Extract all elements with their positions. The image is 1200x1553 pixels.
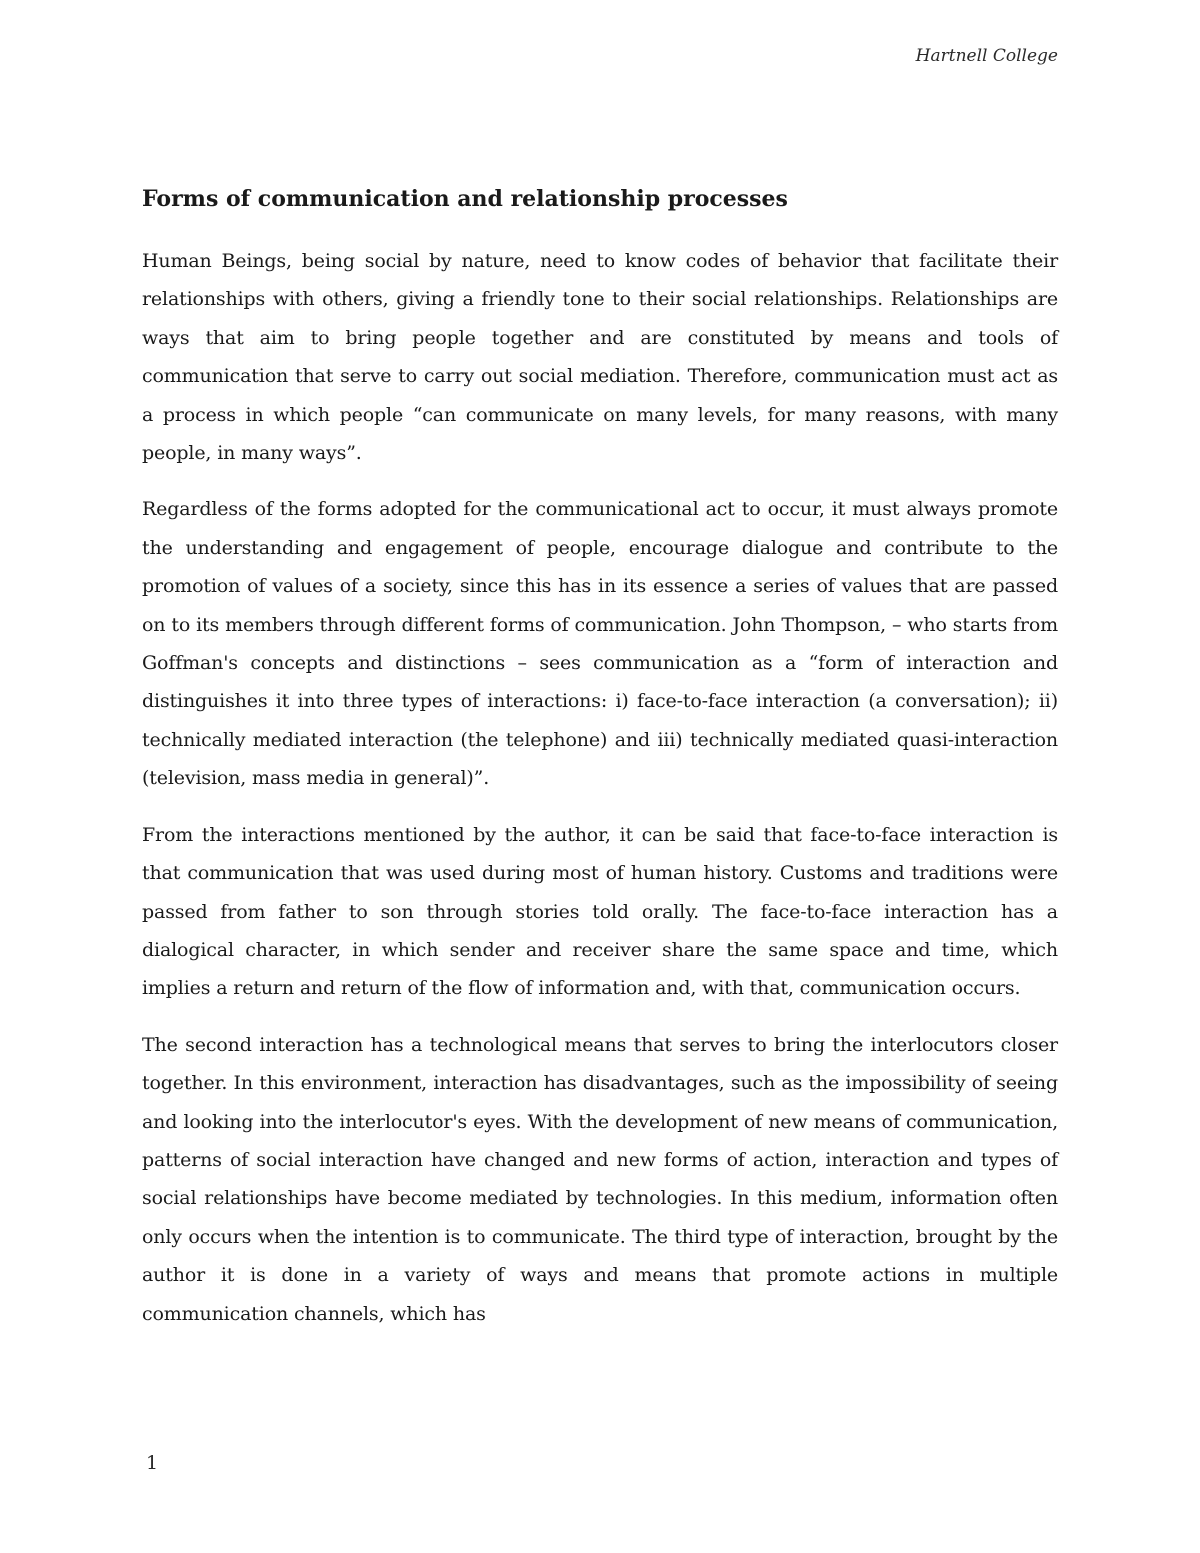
paragraph-3: From the interactions mentioned by the author, it can be said that face-to-face interaction is that communication that was used during most of human history. Customs and traditions were passed from father to son through stories told orally. The face-to-face interaction has a dialogical character, in which sender and receiver share the same space and time, which implies a return and return of the flow of information and, with that, communication occurs.	[142, 823, 1058, 1000]
document-title: Forms of communication and relationship processes	[142, 186, 788, 212]
running-header: Hartnell College	[915, 46, 1058, 66]
page-number: 1	[146, 1452, 159, 1474]
paragraph-4: The second interaction has a technological means that serves to bring the interlocutors closer together. In this environment, interaction has disadvantages, such as the impossibility of seeing and looking into the interlocutor's eyes. With the development of new means of communication, patterns of social interaction have changed and new forms of action, interaction and types of social relationships have become mediated by technologies. In this medium, information often only occurs when the intention is to communicate. The third type of interaction, brought by the author it is done in a variety of ways and means that promote actions in multiple communication channels, which has	[142, 1033, 1058, 1325]
paragraph-2: Regardless of the forms adopted for the communicational act to occur, it must always promote the understanding and engagement of people, encourage dialogue and contribute to the promotion of values of a society, since this has in its essence a series of values that are passed on to its members through different forms of communication. John Thompson, – who starts from Goffman's concepts and distinctions – sees communication as a “form of interaction and distinguishes it into three types of interactions: i) face-to-face interaction (a conversation); ii) technically mediated interaction (the telephone) and iii) technically mediated quasi-interaction (television, mass media in general)”.	[142, 498, 1058, 790]
paragraph-1: Human Beings, being social by nature, need to know codes of behavior that facilitate their relationships with others, giving a friendly tone to their social relationships. Relationships are ways that aim to bring people together and are constituted by means and tools of communication that serve to carry out social mediation. Therefore, communication must act as a process in which people “can communicate on many levels, for many reasons, with many people, in many ways”.	[142, 250, 1058, 465]
document-body	[142, 180, 1058, 1351]
